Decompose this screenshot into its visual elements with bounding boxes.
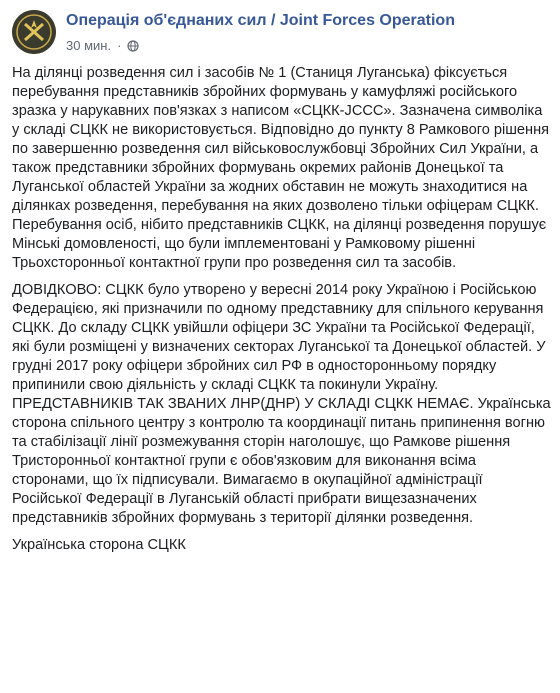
meta-separator: · [117,38,122,53]
post-meta [66,38,139,53]
page-name-link[interactable]: Операція об'єднаних сил / Joint Forces Operation [66,12,455,29]
post-signature: Українська сторона СЦКК [12,537,186,553]
post-paragraph: ДОВІДКОВО: СЦКК було утворено у вересні 2014 року Україною і Російською Федерацією, які призначили по одному представнику для спільного керування СЦКК. До складу СЦКК увійшли офіцери ЗС України та Російської Федерації, які були розміщені у визначених секторах Луганської та Донецької областей. У грудні 2017 року офіцери збройних сил РФ в односторонньому порядку припинили свою діяльність у складі СЦКК та покинули Україну. ПРЕДСТАВНИКІВ ТАК ЗВАНИХ ЛНР(ДНР) У СКЛАДІ СЦКК НЕМАЄ. Українська сторона спільного центру з контролю та координації питань припинення вогню та стабілізації лінії розмежування сторін наголошує, що Рамкове рішення Тристоронньої контактної групи є обов'язковим для виконання всіма сторонами, що їх підписували. Вимагаємо в окупаційної адміністрації Російської Федерації в Луганській області прибрати вищезазначених представників збройних формувань з території ділянки розведення. [12,282,551,526]
post-body [12,64,552,555]
post-timestamp[interactable]: 30 мин. [66,38,112,53]
jfo-emblem-icon [12,10,56,54]
post-paragraph: На ділянці розведення сил і засобів № 1 (Станиця Луганська) фіксується перебування представників збройних формувань у камуфляжі російського зразка у нарукавних пов'язках з написом «СЦКК-JCCC». Зазначена символіка у складі СЦКК не використовується. Відповідно до пункту 8 Рамкового рішення по завершенню розведення сил військовослужбовці Збройних Сил України, а також представники збройних формувань окремих районів Донецької та Луганської областей України за жодних обставин не можуть знаходитися на ділянках розведення, перебування на яких дозволено тільки офіцерам СЦКК. Перебування осіб, нібито представників СЦКК, на ділянці розведення порушує Мінські домовленості, що були імплементовані у Рамковому рішенні Трьохсторонньої контактної групи про розведення сил та засобів. [12,65,550,271]
page-avatar[interactable] [12,10,56,54]
globe-icon [127,40,139,52]
post-header [12,10,552,58]
